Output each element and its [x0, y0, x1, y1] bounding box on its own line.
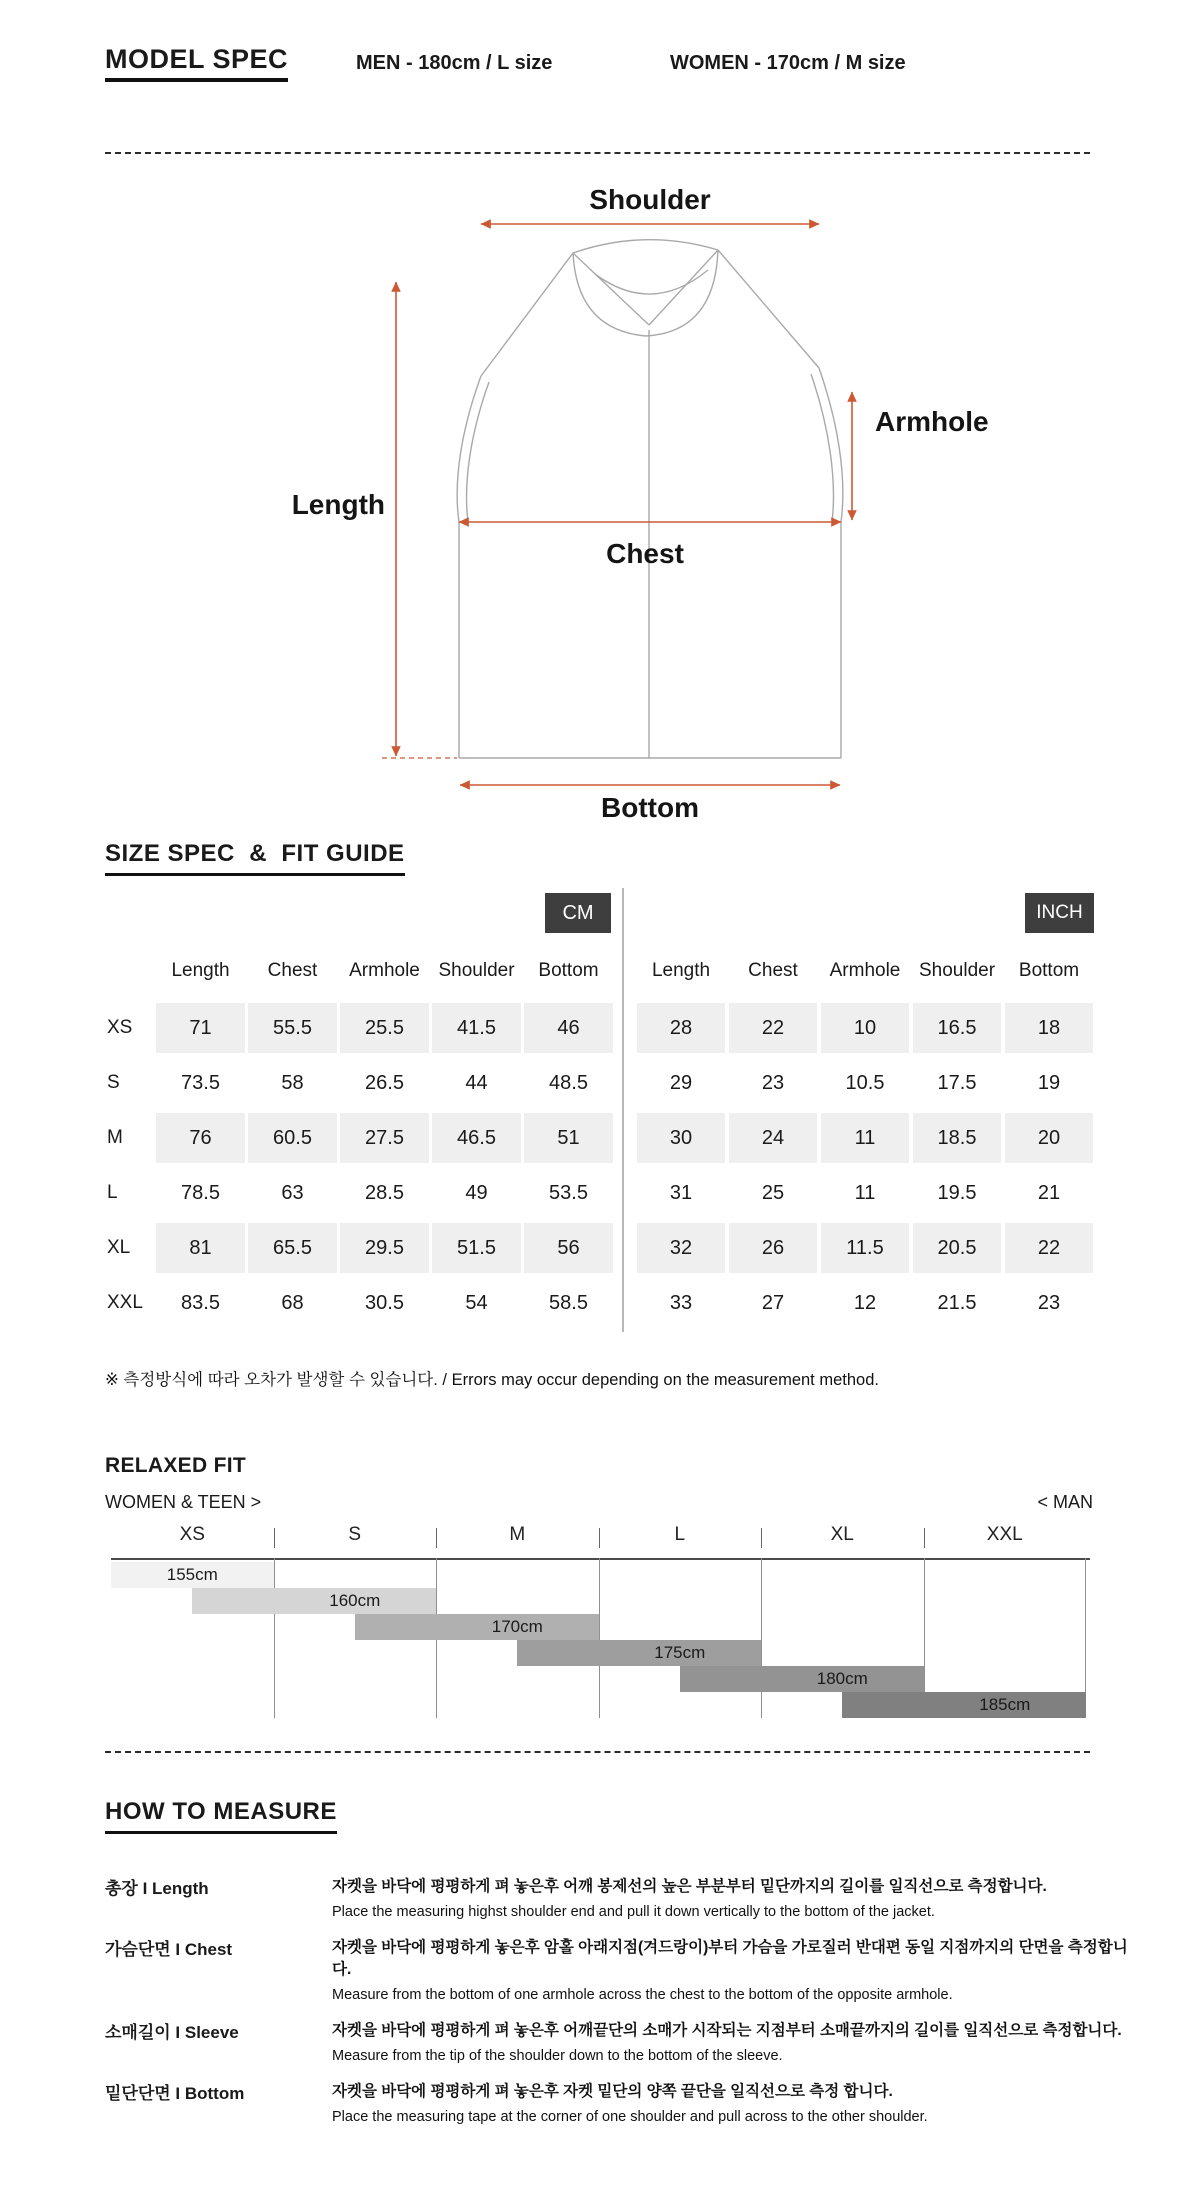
size-cell: 18	[1005, 1003, 1093, 1053]
size-cell: 56	[524, 1223, 613, 1273]
size-cell: 55.5	[248, 1003, 337, 1053]
size-row-xl	[107, 1223, 613, 1273]
size-cell: 26	[729, 1223, 817, 1273]
fit-size-label-s: S	[348, 1524, 362, 1545]
size-cell: 23	[1037, 1291, 1061, 1314]
fit-title: RELAXED FIT	[105, 1454, 246, 1477]
size-cell: 16.5	[913, 1003, 1001, 1053]
size-cell: 49	[465, 1181, 488, 1204]
model-spec-men: MEN - 180cm / L size	[356, 52, 553, 74]
size-cell: 48.5	[549, 1071, 588, 1094]
column-header: Armhole	[829, 960, 901, 981]
size-cell: 54	[465, 1291, 488, 1314]
vest-outline	[457, 240, 843, 758]
fit-bar-height-label: 155cm	[166, 1565, 218, 1584]
measure-item-description	[332, 1874, 1135, 1920]
size-cell: 53.5	[549, 1181, 588, 1204]
size-cell: 63	[281, 1181, 304, 1204]
size-cell: 25	[761, 1181, 785, 1204]
size-cell: 58.5	[549, 1291, 588, 1314]
size-cell: 23	[761, 1071, 785, 1094]
size-table-cm	[107, 956, 613, 1333]
measure-item-label: 가슴단면 I Chest	[105, 1940, 233, 1959]
size-cell: 46	[524, 1003, 613, 1053]
row-label: XXL	[107, 1292, 143, 1313]
fit-right-label: < MAN	[1037, 1492, 1093, 1512]
measure-item-description	[332, 1935, 1135, 2003]
row-label: XL	[107, 1237, 131, 1258]
table-header-row	[107, 956, 613, 986]
how-to-measure-title: HOW TO MEASURE	[105, 1798, 337, 1834]
size-cell: 27	[761, 1291, 785, 1314]
fit-size-label-xxl: XXL	[986, 1524, 1023, 1545]
size-cell: 44	[465, 1071, 488, 1094]
size-cell: 19.5	[937, 1181, 977, 1204]
fit-label-tick	[599, 1528, 600, 1548]
size-row-xs	[107, 1003, 613, 1053]
model-spec-women: WOMEN - 170cm / M size	[670, 52, 906, 74]
measure-item	[105, 2018, 1135, 2064]
size-row-xxl	[107, 1278, 613, 1328]
fit-gridline	[274, 1558, 275, 1718]
size-cell: 31	[669, 1181, 693, 1204]
size-cell: 11	[854, 1181, 876, 1204]
size-cell: 18.5	[913, 1113, 1001, 1163]
measure-item-en: Measure from the tip of the shoulder down to the bottom of the sleeve.	[332, 2048, 783, 2064]
size-cell: 10	[821, 1003, 909, 1053]
fit-size-label-xl: XL	[830, 1524, 854, 1545]
size-cell: 12	[853, 1291, 877, 1314]
size-spec-title: SIZE SPEC & FIT GUIDE	[105, 840, 405, 876]
size-cell: 78.5	[181, 1181, 220, 1204]
measure-item-label: 소매길이 I Sleeve	[105, 2023, 239, 2042]
top-dashed-divider	[105, 152, 1090, 154]
size-cell: 29	[669, 1071, 693, 1094]
size-cell: 58	[281, 1071, 304, 1094]
size-table-inch	[637, 956, 1093, 1333]
row-label: L	[107, 1182, 118, 1203]
size-cell: 83.5	[181, 1291, 220, 1314]
size-cell: 30	[637, 1113, 725, 1163]
fit-bar-height-label: 180cm	[816, 1669, 868, 1688]
fit-size-label-l: L	[674, 1524, 686, 1545]
fit-chart	[111, 1524, 1086, 1724]
measure-item-kr: 자켓을 바닥에 평평하게 펴 놓은후 어깨끝단의 소매가 시작되는 지점부터 소매끝까지의 길이를 일직선으로 측정합니다.	[332, 2022, 1122, 2039]
size-cell: 11	[821, 1113, 909, 1163]
fit-label-tick	[761, 1528, 762, 1548]
size-cell: 71	[156, 1003, 245, 1053]
size-cell: 60.5	[248, 1113, 337, 1163]
bottom-dashed-divider	[105, 1751, 1090, 1753]
measure-item-kr: 자켓을 바닥에 평평하게 펴 놓은후 어깨 봉제선의 높은 부분부터 밑단까지의 길이를 일직선으로 측정합니다.	[332, 1878, 1047, 1895]
bottom-label: Bottom	[601, 792, 699, 823]
measure-item-kr: 자켓을 바닥에 평평하게 펴 놓은후 자켓 밑단의 양쪽 끝단을 일직선으로 측정 합니다.	[332, 2083, 893, 2100]
size-cell: 65.5	[248, 1223, 337, 1273]
size-cell: 73.5	[181, 1071, 220, 1094]
size-cell: 29.5	[340, 1223, 429, 1273]
size-cell: 41.5	[432, 1003, 521, 1053]
chest-label: Chest	[606, 538, 684, 569]
fit-axis-line	[111, 1558, 1090, 1560]
row-label: XS	[107, 1017, 133, 1038]
tables-divider	[622, 888, 624, 1332]
fit-gridline	[761, 1558, 762, 1718]
fit-label-tick	[924, 1528, 925, 1548]
column-header: Shoulder	[438, 960, 515, 981]
size-cell: 76	[156, 1113, 245, 1163]
column-header: Length	[651, 960, 711, 981]
size-cell: 28	[637, 1003, 725, 1053]
size-cell: 32	[637, 1223, 725, 1273]
measure-item-kr: 자켓을 바닥에 평평하게 놓은후 암홀 아래지점(겨드랑이)부터 가슴을 가로질러 반대편 동일 지점까지의 단면을 측정합니다.	[332, 1939, 1128, 1978]
size-cell: 20.5	[913, 1223, 1001, 1273]
column-header: Bottom	[538, 960, 599, 981]
inch-badge: INCH	[1025, 893, 1094, 933]
size-cell: 25.5	[340, 1003, 429, 1053]
fit-bar-height-label: 185cm	[979, 1695, 1031, 1714]
size-cell: 21	[1037, 1181, 1061, 1204]
size-row-l	[107, 1168, 613, 1218]
size-row-xxl	[637, 1278, 1093, 1328]
row-label: M	[107, 1127, 123, 1148]
size-cell: 24	[729, 1113, 817, 1163]
measurement-note: ※ 측정방식에 따라 오차가 발생할 수 있습니다. / Errors may occur depending on the measurement method.	[105, 1371, 879, 1389]
fit-gridline	[599, 1558, 600, 1718]
measure-item	[105, 1874, 1135, 1920]
size-cell: 28.5	[365, 1181, 404, 1204]
size-cell: 22	[729, 1003, 817, 1053]
fit-bar-height-label: 170cm	[491, 1617, 543, 1636]
table-header-row	[637, 956, 1093, 986]
fit-label-tick	[436, 1528, 437, 1548]
fit-label-tick	[274, 1528, 275, 1548]
row-label: S	[107, 1072, 120, 1093]
measure-item-label: 총장 I Length	[105, 1879, 209, 1898]
column-header: Shoulder	[918, 960, 996, 981]
size-cell: 10.5	[845, 1071, 885, 1094]
size-cell: 51	[524, 1113, 613, 1163]
size-cell: 17.5	[937, 1071, 977, 1094]
measure-item-description	[332, 2079, 1135, 2125]
column-header: Chest	[748, 960, 798, 981]
size-cell: 22	[1005, 1223, 1093, 1273]
fit-left-label: WOMEN & TEEN >	[105, 1492, 262, 1512]
size-cell: 19	[1037, 1071, 1061, 1094]
size-row-m	[107, 1113, 613, 1163]
size-row-l	[637, 1168, 1093, 1218]
size-cell: 51.5	[432, 1223, 521, 1273]
size-row-xs	[637, 1003, 1093, 1053]
size-cell: 11.5	[821, 1223, 909, 1273]
cm-badge: CM	[545, 893, 611, 933]
fit-size-label-m: M	[509, 1524, 526, 1545]
size-cell: 20	[1005, 1113, 1093, 1163]
header-spacer	[107, 956, 153, 986]
measurement-diagram	[0, 170, 1200, 830]
armhole-label: Armhole	[875, 406, 989, 437]
size-cell: 68	[281, 1291, 304, 1314]
size-cell: 27.5	[340, 1113, 429, 1163]
measure-item-en: Place the measuring highst shoulder end and pull it down vertically to the bottom of the jacket.	[332, 1904, 935, 1920]
column-header: Length	[171, 960, 230, 981]
column-header: Armhole	[349, 960, 420, 981]
fit-bar-height-label: 175cm	[654, 1643, 706, 1662]
measure-item-label: 밑단단면 I Bottom	[105, 2084, 245, 2103]
size-cell: 81	[156, 1223, 245, 1273]
size-row-s	[107, 1058, 613, 1108]
size-cell: 33	[669, 1291, 693, 1314]
size-cell: 21.5	[937, 1291, 977, 1314]
model-spec-title: MODEL SPEC	[105, 44, 288, 82]
size-cell: 46.5	[432, 1113, 521, 1163]
measure-item-description	[332, 2018, 1135, 2064]
length-label: Length	[291, 489, 385, 520]
measure-item	[105, 2079, 1135, 2125]
size-row-xl	[637, 1223, 1093, 1273]
fit-size-label-xs: XS	[179, 1524, 205, 1545]
measure-item	[105, 1935, 1135, 2003]
size-row-s	[637, 1058, 1093, 1108]
measure-item-en: Measure from the bottom of one armhole across the chest to the bottom of the opposite armhole.	[332, 1987, 953, 2003]
shoulder-label: Shoulder	[589, 184, 711, 215]
fit-bar-height-label: 160cm	[329, 1591, 381, 1610]
size-cell: 26.5	[365, 1071, 404, 1094]
column-header: Chest	[267, 960, 318, 981]
how-to-measure-list	[105, 1874, 1135, 2140]
size-cell: 30.5	[365, 1291, 404, 1314]
measure-item-en: Place the measuring tape at the corner of one shoulder and pull across to the other shoulder.	[332, 2109, 928, 2125]
size-row-m	[637, 1113, 1093, 1163]
column-header: Bottom	[1018, 960, 1080, 981]
